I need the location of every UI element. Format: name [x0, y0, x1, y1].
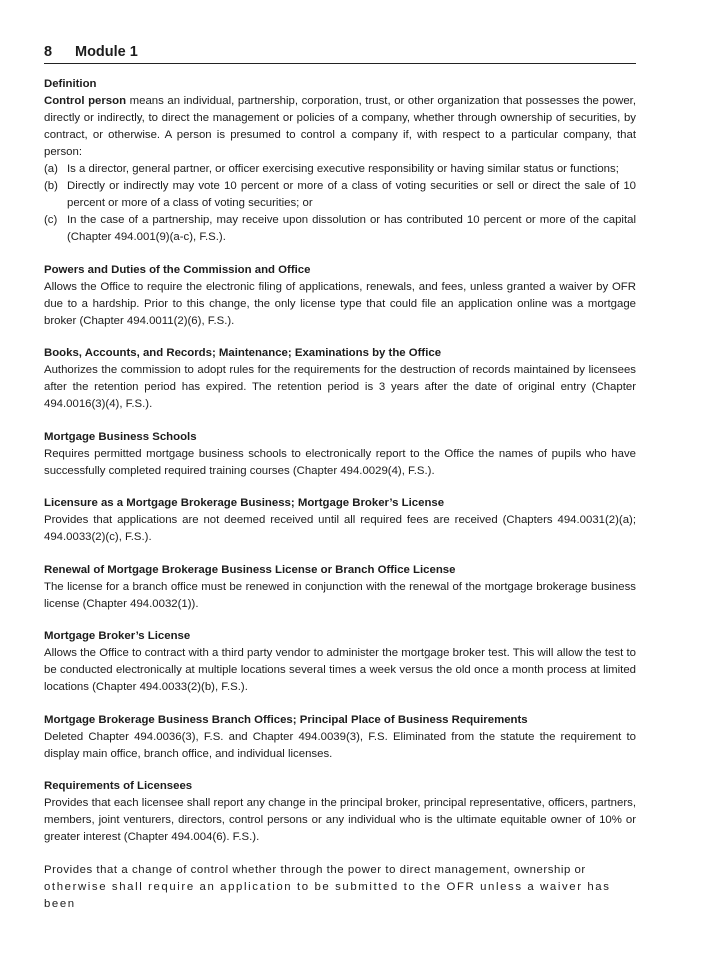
list-marker: (b) — [44, 180, 58, 192]
section-body: Deleted Chapter 494.0036(3), F.S. and Chapter 494.0039(3), F.S. Eliminated from the statute the requirement to display main office, branch office, and individual licenses. — [44, 730, 636, 760]
definition-intro: means an individual, partnership, corporation, trust, or other organization that possesses the power, directly or indirectly, to direct the management or policies of a company, whether through ownership of securities, by contract, or otherwise. A person is presumed to control a company if, with respect to a particular company, that person: — [44, 95, 636, 158]
definition-heading: Definition — [44, 78, 97, 90]
list-item — [44, 212, 636, 246]
page-number: 8 — [44, 44, 53, 60]
final-paragraph-line: otherwise shall require an application to be submitted to the OFR unless a waiver has been — [44, 880, 611, 910]
section-requirements — [44, 778, 636, 846]
definition-section — [44, 76, 636, 246]
list-item — [44, 178, 636, 212]
section-heading: Mortgage Business Schools — [44, 430, 197, 443]
section-heading: Mortgage Broker’s License — [44, 630, 191, 642]
final-paragraph-line: Provides that a change of control whether through the power to direct management, ownership or — [44, 863, 586, 876]
section-heading: Requirements of Licensees — [44, 780, 193, 792]
section-licensure — [44, 495, 636, 546]
list-text: Directly or indirectly may vote 10 percent or more of a class of voting securities or sell or direct the sale of 10 percent or more of a class of voting securities; or — [67, 180, 636, 209]
list-text: Is a director, general partner, or officer exercising executive responsibility or having similar status or functions; — [67, 163, 619, 175]
section-heading: Renewal of Mortgage Brokerage Business License or Branch Office License — [44, 563, 456, 576]
definition-paragraph — [44, 93, 636, 161]
definition-term: Control person — [44, 95, 127, 107]
section-body: Requires permitted mortgage business schools to electronically report to the Office the names of pupils who have successfully completed required training courses (Chapter 494.0029(4), F.S.). — [44, 447, 636, 477]
section-heading: Mortgage Brokerage Business Branch Offices; Principal Place of Business Requirements — [44, 713, 528, 726]
list-marker: (c) — [44, 214, 58, 226]
page — [44, 44, 636, 928]
section-branch-offices — [44, 712, 636, 763]
section-body: Provides that applications are not deemed received until all required fees are received (Chapters 494.0031(2)(a); 494.0033(2)(c), F.S.). — [44, 514, 636, 543]
list-text: In the case of a partnership, may receive upon dissolution or has contributed 10 percent or more of the capital (Chapter 494.001(9)(a-c), F.S.). — [67, 214, 636, 243]
section-body: Provides that each licensee shall report any change in the principal broker, principal representative, officers, partners, members, joint venturers, directors, control persons or any individual who is the ultimate equitable owner of 10% or greater interest (Chapter 494.004(6). F.S.). — [44, 797, 636, 843]
section-body: Allows the Office to contract with a third party vendor to administer the mortgage broker test. This will allow the test to be conducted electronically at multiple locations several times a week versus the old once a month process at limited locations (Chapter 494.0033(2)(b), F.S.). — [44, 647, 636, 693]
page-content — [44, 76, 636, 913]
running-header — [44, 44, 636, 64]
section-heading: Books, Accounts, and Records; Maintenance; Examinations by the Office — [44, 347, 442, 359]
list-marker: (a) — [44, 163, 58, 175]
final-paragraph — [44, 862, 636, 913]
section-body: Allows the Office to require the electronic filing of applications, renewals, and fees, unless granted a waiver by OFR due to a hardship. Prior to this change, the only license type that could file an application online was a mortgage broker (Chapter 494.0011(2)(6), F.S.). — [44, 280, 636, 327]
section-body: The license for a branch office must be renewed in conjunction with the renewal of the mortgage brokerage business license (Chapter 494.0032(1)). — [44, 580, 636, 610]
section-body: Authorizes the commission to adopt rules for the requirements for the destruction of records maintained by licensees after the retention period has expired. The retention period is 3 years after the date of original entry (Chapter 494.0016(3)(4), F.S.). — [44, 364, 636, 410]
section-books-records — [44, 345, 636, 413]
section-heading: Licensure as a Mortgage Brokerage Business; Mortgage Broker’s License — [44, 497, 445, 509]
section-broker-license — [44, 628, 636, 696]
module-title: Module 1 — [75, 44, 138, 60]
section-heading: Powers and Duties of the Commission and Office — [44, 263, 311, 276]
list-item — [44, 161, 636, 178]
definition-list — [44, 161, 636, 246]
section-renewal — [44, 562, 636, 613]
section-business-schools — [44, 429, 636, 480]
section-powers-duties — [44, 262, 636, 330]
